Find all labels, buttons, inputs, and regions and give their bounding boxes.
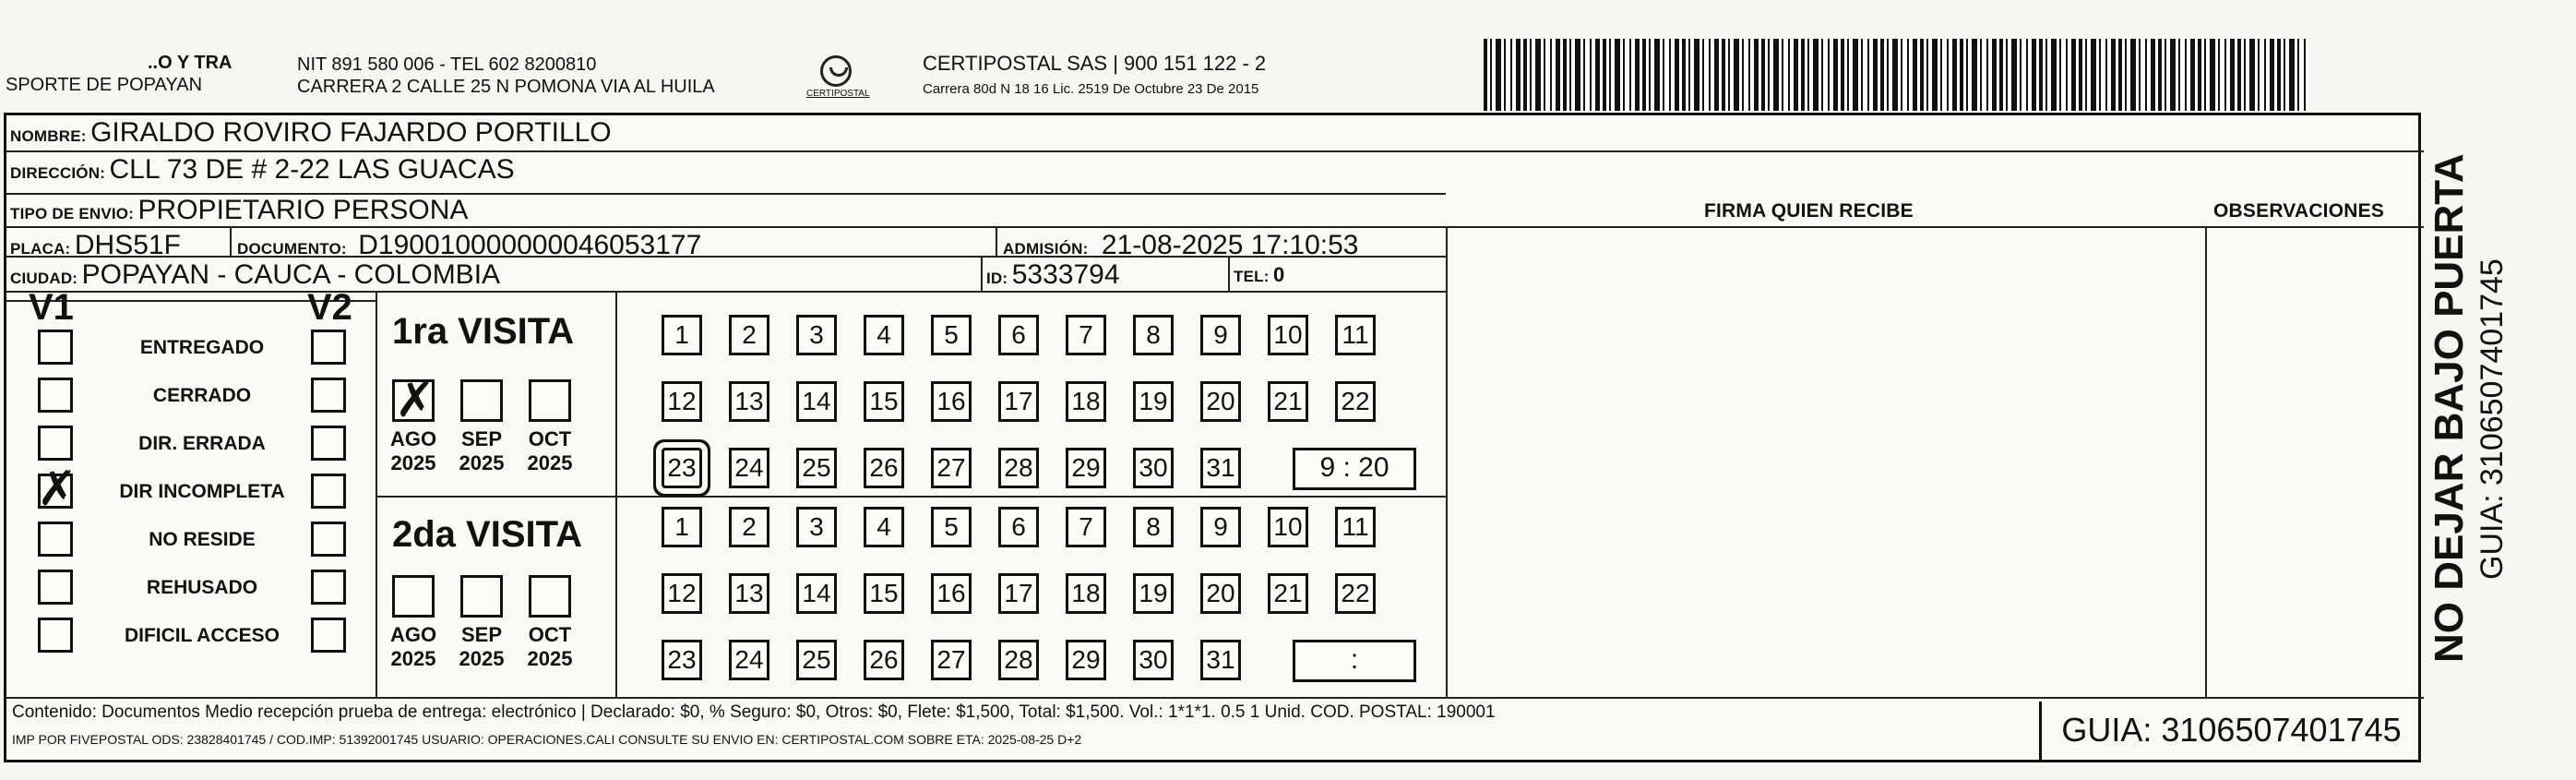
- day-box[interactable]: 24: [729, 448, 769, 488]
- documento-label: DOCUMENTO:: [237, 240, 347, 258]
- firma-header: FIRMA QUIEN RECIBE: [1704, 200, 1914, 222]
- day-box[interactable]: 17: [998, 573, 1039, 614]
- delivery-form: [4, 113, 2421, 762]
- status-label: REHUSADO: [146, 577, 258, 598]
- placa-value: DHS51F: [74, 230, 181, 260]
- day-box[interactable]: 7: [1066, 507, 1106, 547]
- v1-checkbox[interactable]: [37, 462, 78, 517]
- nombre-value: GIRALDO ROVIRO FAJARDO PORTILLO: [90, 117, 612, 148]
- day-box-circled[interactable]: 23: [662, 448, 702, 488]
- admision-value: 21-08-2025 17:10:53: [1101, 230, 1359, 260]
- day-box[interactable]: 3: [796, 507, 837, 547]
- v1-label: V1: [29, 287, 74, 328]
- year-label: 2025: [459, 647, 505, 670]
- status-label: DIFICIL ACCESO: [124, 625, 280, 646]
- status-label: CERRADO: [152, 385, 252, 406]
- documento-value: D190010000000046053177: [358, 230, 702, 260]
- day-box[interactable]: 27: [931, 448, 972, 488]
- day-box[interactable]: 15: [864, 381, 904, 422]
- day-box[interactable]: 17: [998, 381, 1039, 422]
- status-label: NO RESIDE: [149, 529, 256, 550]
- certipostal-logo-icon: [820, 55, 852, 87]
- divider: [376, 496, 1446, 498]
- day-box[interactable]: 28: [998, 640, 1039, 680]
- barcode-image: [1484, 39, 2308, 111]
- day-box[interactable]: 1: [662, 315, 702, 355]
- year-label: 2025: [459, 451, 505, 474]
- divider: [2205, 226, 2207, 697]
- id-field: [986, 259, 1120, 291]
- day-box[interactable]: 30: [1133, 448, 1174, 488]
- divider: [6, 291, 1446, 293]
- divider: [615, 291, 617, 697]
- day-box[interactable]: 7: [1066, 315, 1106, 355]
- day-box[interactable]: 30: [1133, 640, 1174, 680]
- year-label: 2025: [527, 451, 573, 474]
- logo-caption: CERTIPOSTAL: [806, 89, 870, 99]
- day-box[interactable]: 8: [1133, 507, 1174, 547]
- v1-checkbox[interactable]: [38, 522, 73, 557]
- day-box[interactable]: 9: [1200, 507, 1241, 547]
- day-box[interactable]: 14: [796, 573, 837, 614]
- v2-label: V2: [307, 287, 352, 328]
- month-checkbox[interactable]: [529, 379, 571, 422]
- v1-checkbox[interactable]: [38, 426, 73, 461]
- v2-checkbox[interactable]: [311, 522, 346, 557]
- id-label: ID:: [986, 270, 1008, 287]
- day-box[interactable]: 21: [1268, 573, 1308, 614]
- day-box[interactable]: 9: [1200, 315, 1241, 355]
- day-box[interactable]: 18: [1066, 381, 1106, 422]
- day-box[interactable]: 5: [931, 507, 972, 547]
- v2-checkbox[interactable]: [311, 618, 346, 653]
- direccion-value: CLL 73 DE # 2-22 LAS GUACAS: [109, 154, 515, 185]
- v2-checkbox[interactable]: [311, 378, 346, 413]
- month-checkbox[interactable]: [460, 379, 503, 422]
- day-box[interactable]: 16: [931, 573, 972, 614]
- admision-field: [1003, 230, 1359, 261]
- day-box[interactable]: 8: [1133, 315, 1174, 355]
- day-box[interactable]: 31: [1200, 640, 1241, 680]
- day-box[interactable]: 6: [998, 507, 1039, 547]
- v1-checkbox[interactable]: [38, 618, 73, 653]
- day-box[interactable]: 1: [662, 507, 702, 547]
- day-box[interactable]: 19: [1133, 573, 1174, 614]
- day-box[interactable]: 22: [1335, 381, 1376, 422]
- no-dejar-bajo-puerta: NO DEJAR BAJO PUERTA: [2427, 153, 2472, 663]
- divider: [1446, 226, 1448, 697]
- day-box[interactable]: 27: [931, 640, 972, 680]
- direccion-row: [10, 154, 515, 186]
- ciudad-label: CIUDAD:: [10, 270, 78, 287]
- year-label: 2025: [390, 647, 436, 670]
- day-box[interactable]: 29: [1066, 448, 1106, 488]
- day-box[interactable]: 10: [1268, 315, 1308, 355]
- visit1-title: 1ra VISITA: [392, 311, 575, 352]
- address-line: CARRERA 2 CALLE 25 N POMONA VIA AL HUILA: [297, 77, 715, 97]
- signature-area[interactable]: [1451, 263, 2200, 691]
- v1-checkbox[interactable]: [38, 330, 73, 365]
- day-box[interactable]: 2: [729, 507, 769, 547]
- day-box[interactable]: 29: [1066, 640, 1106, 680]
- day-box[interactable]: 2: [729, 315, 769, 355]
- month-label: OCT: [528, 623, 572, 646]
- divider: [981, 256, 983, 291]
- day-box[interactable]: 31: [1200, 448, 1241, 488]
- day-box[interactable]: 25: [796, 640, 837, 680]
- observaciones-header: OBSERVACIONES: [2213, 200, 2385, 222]
- day-box[interactable]: 15: [864, 573, 904, 614]
- day-box[interactable]: 5: [931, 315, 972, 355]
- certipostal-line: CERTIPOSTAL SAS | 900 151 122 - 2: [923, 52, 1267, 75]
- visit1-time[interactable]: 9 : 20: [1293, 448, 1416, 490]
- day-box[interactable]: 4: [864, 507, 904, 547]
- visit2-title: 2da VISITA: [392, 514, 582, 555]
- tipo-envio-label: TIPO DE ENVIO:: [10, 205, 135, 222]
- day-box[interactable]: 22: [1335, 573, 1376, 614]
- tel-value: 0: [1273, 263, 1285, 286]
- month-label: OCT: [528, 427, 572, 450]
- day-box[interactable]: 10: [1268, 507, 1308, 547]
- tel-field: [1234, 263, 1284, 287]
- day-box[interactable]: 12: [662, 573, 702, 614]
- admision-label: ADMISIÓN:: [1003, 240, 1089, 258]
- imp-line: IMP POR FIVEPOSTAL ODS: 23828401745 / COD.IMP: 51392001745 USUARIO: OPERACIONES.CALI CONSULTE SU ENVIO EN: CERTIPOSTAL.COM SOBRE ETA: 2025-08-25 D+2: [12, 732, 1082, 747]
- day-box[interactable]: 12: [662, 381, 702, 422]
- month-label: AGO: [389, 623, 437, 646]
- divider: [230, 228, 232, 258]
- v2-checkbox[interactable]: [311, 570, 346, 605]
- status-label: DIR. ERRADA: [138, 433, 266, 454]
- day-box[interactable]: 4: [864, 315, 904, 355]
- day-box[interactable]: 26: [864, 448, 904, 488]
- direccion-label: DIRECCIÓN:: [10, 164, 106, 182]
- tipo-envio-row: [10, 195, 468, 226]
- divider: [6, 150, 2424, 152]
- ciudad-value: POPAYAN - CAUCA - COLOMBIA: [81, 259, 501, 290]
- divider: [376, 291, 377, 697]
- v2-checkbox[interactable]: [311, 330, 346, 365]
- license-line: Carrera 80d N 18 16 Lic. 2519 De Octubre 23 De 2015: [923, 81, 1259, 97]
- company-name-line1: ..O Y TRA: [148, 53, 233, 73]
- documento-field: [237, 230, 701, 261]
- day-box[interactable]: 21: [1268, 381, 1308, 422]
- day-box[interactable]: 28: [998, 448, 1039, 488]
- v2-checkbox[interactable]: [311, 426, 346, 461]
- company-name-line2: SPORTE DE POPAYAN: [6, 75, 203, 95]
- checkmark-icon: ✗: [37, 462, 78, 517]
- month-label: SEP: [460, 427, 503, 450]
- nombre-row: [10, 117, 612, 149]
- nombre-label: NOMBRE:: [10, 127, 87, 145]
- placa-label: PLACA:: [10, 240, 71, 258]
- v2-checkbox[interactable]: [311, 474, 346, 509]
- month-checkbox[interactable]: [392, 575, 435, 618]
- guia-box: GUIA: 3106507401745: [2039, 702, 2421, 762]
- divider: [6, 226, 2424, 228]
- status-label: DIR INCOMPLETA: [119, 481, 285, 502]
- divider: [996, 228, 997, 258]
- id-value: 5333794: [1011, 259, 1120, 290]
- day-box[interactable]: 18: [1066, 573, 1106, 614]
- status-label: ENTREGADO: [139, 337, 265, 358]
- year-label: 2025: [390, 451, 436, 474]
- month-label: AGO: [389, 427, 437, 450]
- side-guia: GUIA: 3106507401745: [2475, 258, 2510, 580]
- day-box[interactable]: 23: [662, 640, 702, 680]
- v1-checkbox[interactable]: [38, 378, 73, 413]
- observations-area[interactable]: [2212, 263, 2420, 691]
- day-box[interactable]: 19: [1133, 381, 1174, 422]
- day-box[interactable]: 16: [931, 381, 972, 422]
- day-box[interactable]: 11: [1335, 507, 1376, 547]
- day-box[interactable]: 20: [1200, 573, 1241, 614]
- day-box[interactable]: 3: [796, 315, 837, 355]
- day-box[interactable]: 6: [998, 315, 1039, 355]
- month-checkbox[interactable]: [529, 575, 571, 618]
- day-box[interactable]: 26: [864, 640, 904, 680]
- placa-field: [10, 230, 181, 261]
- tipo-envio-value: PROPIETARIO PERSONA: [137, 195, 469, 225]
- day-box[interactable]: 20: [1200, 381, 1241, 422]
- day-box[interactable]: 11: [1335, 315, 1376, 355]
- day-box[interactable]: 13: [729, 381, 769, 422]
- year-label: 2025: [527, 647, 573, 670]
- checkmark-icon: ✗: [395, 373, 435, 428]
- day-box[interactable]: 25: [796, 448, 837, 488]
- month-checkbox[interactable]: [460, 575, 503, 618]
- v1-checkbox[interactable]: [38, 570, 73, 605]
- divider: [6, 697, 2424, 699]
- day-box[interactable]: 14: [796, 381, 837, 422]
- tel-label: TEL:: [1234, 268, 1270, 285]
- day-box[interactable]: 13: [729, 573, 769, 614]
- day-box[interactable]: 24: [729, 640, 769, 680]
- visit2-time[interactable]: :: [1293, 640, 1416, 682]
- nit-line: NIT 891 580 006 - TEL 602 8200810: [297, 54, 597, 75]
- ciudad-field: [10, 259, 500, 291]
- month-checkbox[interactable]: [392, 373, 435, 428]
- month-label: SEP: [460, 623, 503, 646]
- contenido-line: Contenido: Documentos Medio recepción prueba de entrega: electrónico | Declarado: $0, % Seguro: $0, Otros: $0, Flete: $1,500, Total: $1,500. Vol.: 1*1*1. 0.5 1 Unid. COD. POSTAL: 190001: [12, 702, 1496, 722]
